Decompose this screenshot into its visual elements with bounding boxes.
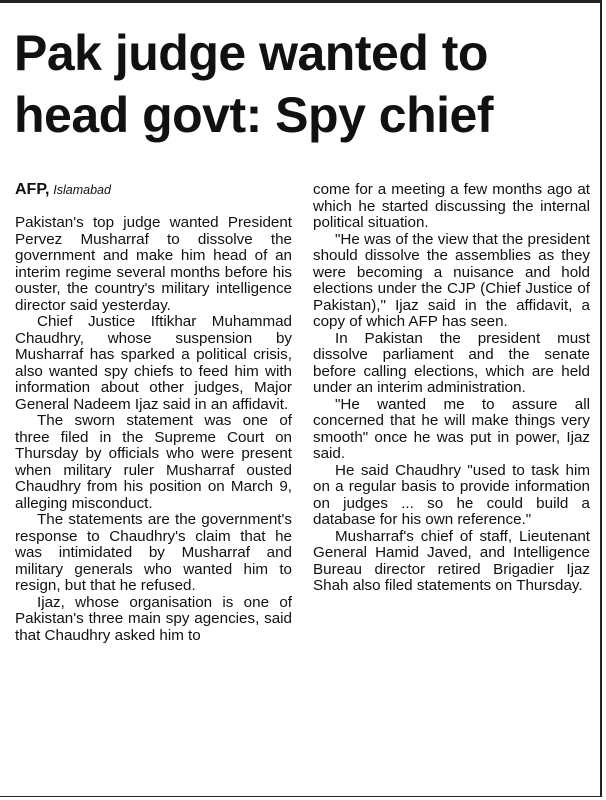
- paragraph: "He wanted me to assure all concerned that he will make things very smooth" once he was put in power, Ijaz said.: [313, 395, 590, 462]
- paragraph: In Pakistan the president must dissolve parliament and the senate before calling elections, which are held under an interim administration.: [313, 329, 590, 396]
- headline: [14, 22, 594, 146]
- paragraph: Musharraf's chief of staff, Lieutenant General Hamid Javed, and Intelligence Bureau director retired Brigadier Ijaz Shah also filed statements on Thursday.: [313, 527, 590, 594]
- article-column-left: [15, 180, 292, 644]
- article-column-right: [313, 182, 590, 595]
- byline: [15, 180, 292, 199]
- byline-place: Islamabad: [53, 183, 111, 197]
- headline-line-1: Pak judge wanted to: [14, 25, 488, 81]
- paragraph: The sworn statement was one of three filed in the Supreme Court on Thursday by officials who were present when military ruler Musharraf ousted Chaudhry from his position on March 9, alleging misconduct.: [15, 412, 292, 512]
- byline-agency: AFP,: [15, 181, 50, 198]
- paragraph: "He was of the view that the president should dissolve the assemblies as they were becoming a nuisance and hold elections under the CJP (Chief Justice of Pakistan)," Ijaz said in the affidavit, a copy of which AFP has seen.: [313, 230, 590, 330]
- paragraph-continued: come for a meeting a few months ago at which he started discussing the internal political situation.: [313, 181, 590, 231]
- paragraph: The statements are the government's response to Chaudhry's claim that he was intimidated by Musharraf and military generals who wanted him to resign, but that he refused.: [15, 511, 292, 594]
- headline-line-2: head govt: Spy chief: [14, 87, 493, 143]
- paragraph: Chief Justice Iftikhar Muhammad Chaudhry, whose suspension by Musharraf has sparked a political crisis, also wanted spy chiefs to feed him with information about other judges, Major General Nadeem Ijaz said in an affidavit.: [15, 313, 292, 413]
- top-rule: [0, 0, 600, 3]
- paragraph: Ijaz, whose organisation is one of Pakistan's three main spy agencies, said that Chaudhry asked him to: [15, 593, 292, 644]
- paragraph: Pakistan's top judge wanted President Pervez Musharraf to dissolve the government and make him head of an interim regime several months before his ouster, the country's military intelligence director said yesterday.: [15, 214, 292, 314]
- paragraph: He said Chaudhry "used to task him on a regular basis to provide information on judges ... so he could build a database for his own reference.": [313, 461, 590, 528]
